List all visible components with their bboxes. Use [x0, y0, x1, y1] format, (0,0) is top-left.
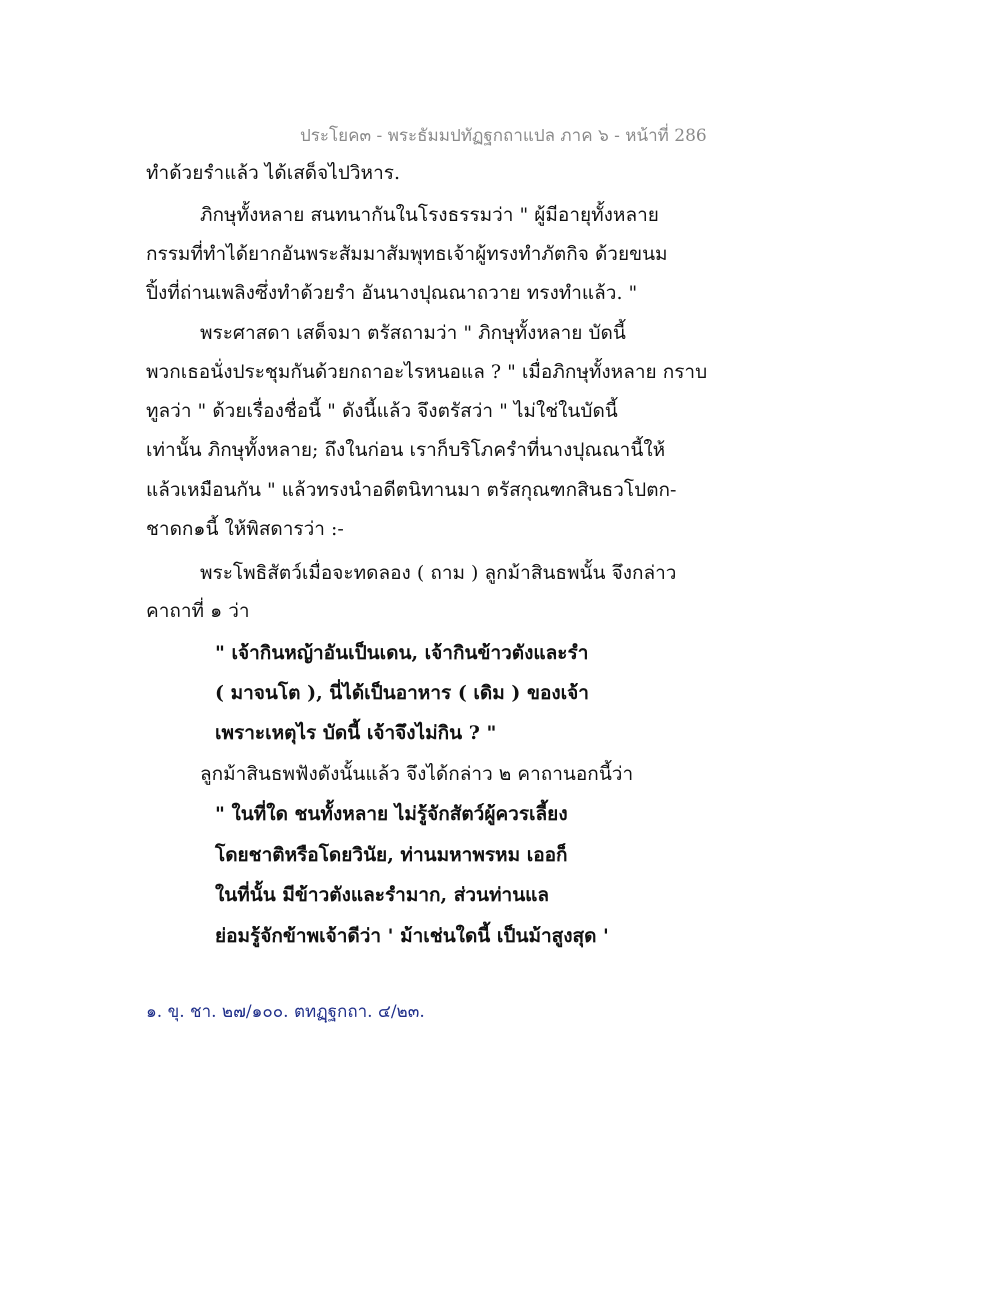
body-line-1: ทำด้วยรำแล้ว ได้เสด็จไปวิหาร.: [146, 162, 400, 184]
footnote: ๑. ขุ. ชา. ๒๗/๑๐๐. ตทฏฺฐกถา. ๔/๒๓.: [146, 1002, 425, 1022]
verse-2-line-4: ย่อมรู้จักข้าพเจ้าดีว่า ' ม้าเช่นใดนี้ เป็นม้าสูงสุด ': [215, 925, 609, 947]
running-header: ประโยค๓ - พระธัมมปทัฏฐกถาแปล ภาค ๖ - หน้าที่ 286: [300, 126, 707, 146]
body-line-8: เท่านั้น ภิกษุทั้งหลาย; ถึงในก่อน เราก็บริโภครำที่นางปุณณานี้ให้: [146, 439, 666, 461]
body-line-10: ชาดก๑นี้ ให้พิสดารว่า :-: [146, 518, 344, 540]
verse-2-line-2: โดยชาติหรือโดยวินัย, ท่านมหาพรหม เออก็: [215, 844, 568, 866]
body-line-11: พระโพธิสัตว์เมื่อจะทดลอง ( ถาม ) ลูกม้าสินธพนั้น จึงกล่าว: [200, 562, 677, 584]
body-line-3: กรรมที่ทำได้ยากอันพระสัมมาสัมพุทธเจ้าผู้ทรงทำภัตกิจ ด้วยขนม: [146, 243, 668, 265]
body-line-4: ปิ้งที่ถ่านเพลิงซึ่งทำด้วยรำ อันนางปุณณาถวาย ทรงทำแล้ว. ": [146, 282, 638, 304]
body-line-7: ทูลว่า " ด้วยเรื่องชื่อนี้ " ดังนี้แล้ว จึงตรัสว่า " ไม่ใช่ในบัดนี้: [146, 400, 618, 422]
body-line-5: พระศาสดา เสด็จมา ตรัสถามว่า " ภิกษุทั้งหลาย บัดนี้: [200, 322, 626, 344]
verse-2-line-1: " ในที่ใด ชนทั้งหลาย ไม่รู้จักสัตว์ผู้ควรเลี้ยง: [215, 803, 568, 825]
body-line-12: คาถาที่ ๑ ว่า: [146, 600, 250, 622]
verse-1-line-3: เพราะเหตุไร บัดนี้ เจ้าจึงไม่กิน ? ": [215, 722, 497, 744]
body-line-9: แล้วเหมือนกัน " แล้วทรงนำอดีตนิทานมา ตรัสกุณฑกสินธวโปตก-: [146, 479, 677, 501]
verse-1-line-1: " เจ้ากินหญ้าอันเป็นเดน, เจ้ากินข้าวตังและรำ: [215, 642, 589, 664]
verse-1-line-2: ( มาจนโต ), นี่ได้เป็นอาหาร ( เดิม ) ของเจ้า: [215, 682, 589, 704]
body-line-2: ภิกษุทั้งหลาย สนทนากันในโรงธรรมว่า " ผู้มีอายุทั้งหลาย: [200, 204, 659, 226]
body-line-6: พวกเธอนั่งประชุมกันด้วยกถาอะไรหนอแล ? " เมื่อภิกษุทั้งหลาย กราบ: [146, 361, 708, 383]
mid-line: ลูกม้าสินธพฟังดังนั้นแล้ว จึงได้กล่าว ๒ คาถานอกนี้ว่า: [200, 763, 634, 785]
verse-2-line-3: ในที่นั้น มีข้าวตังและรำมาก, ส่วนท่านแล: [215, 884, 550, 906]
